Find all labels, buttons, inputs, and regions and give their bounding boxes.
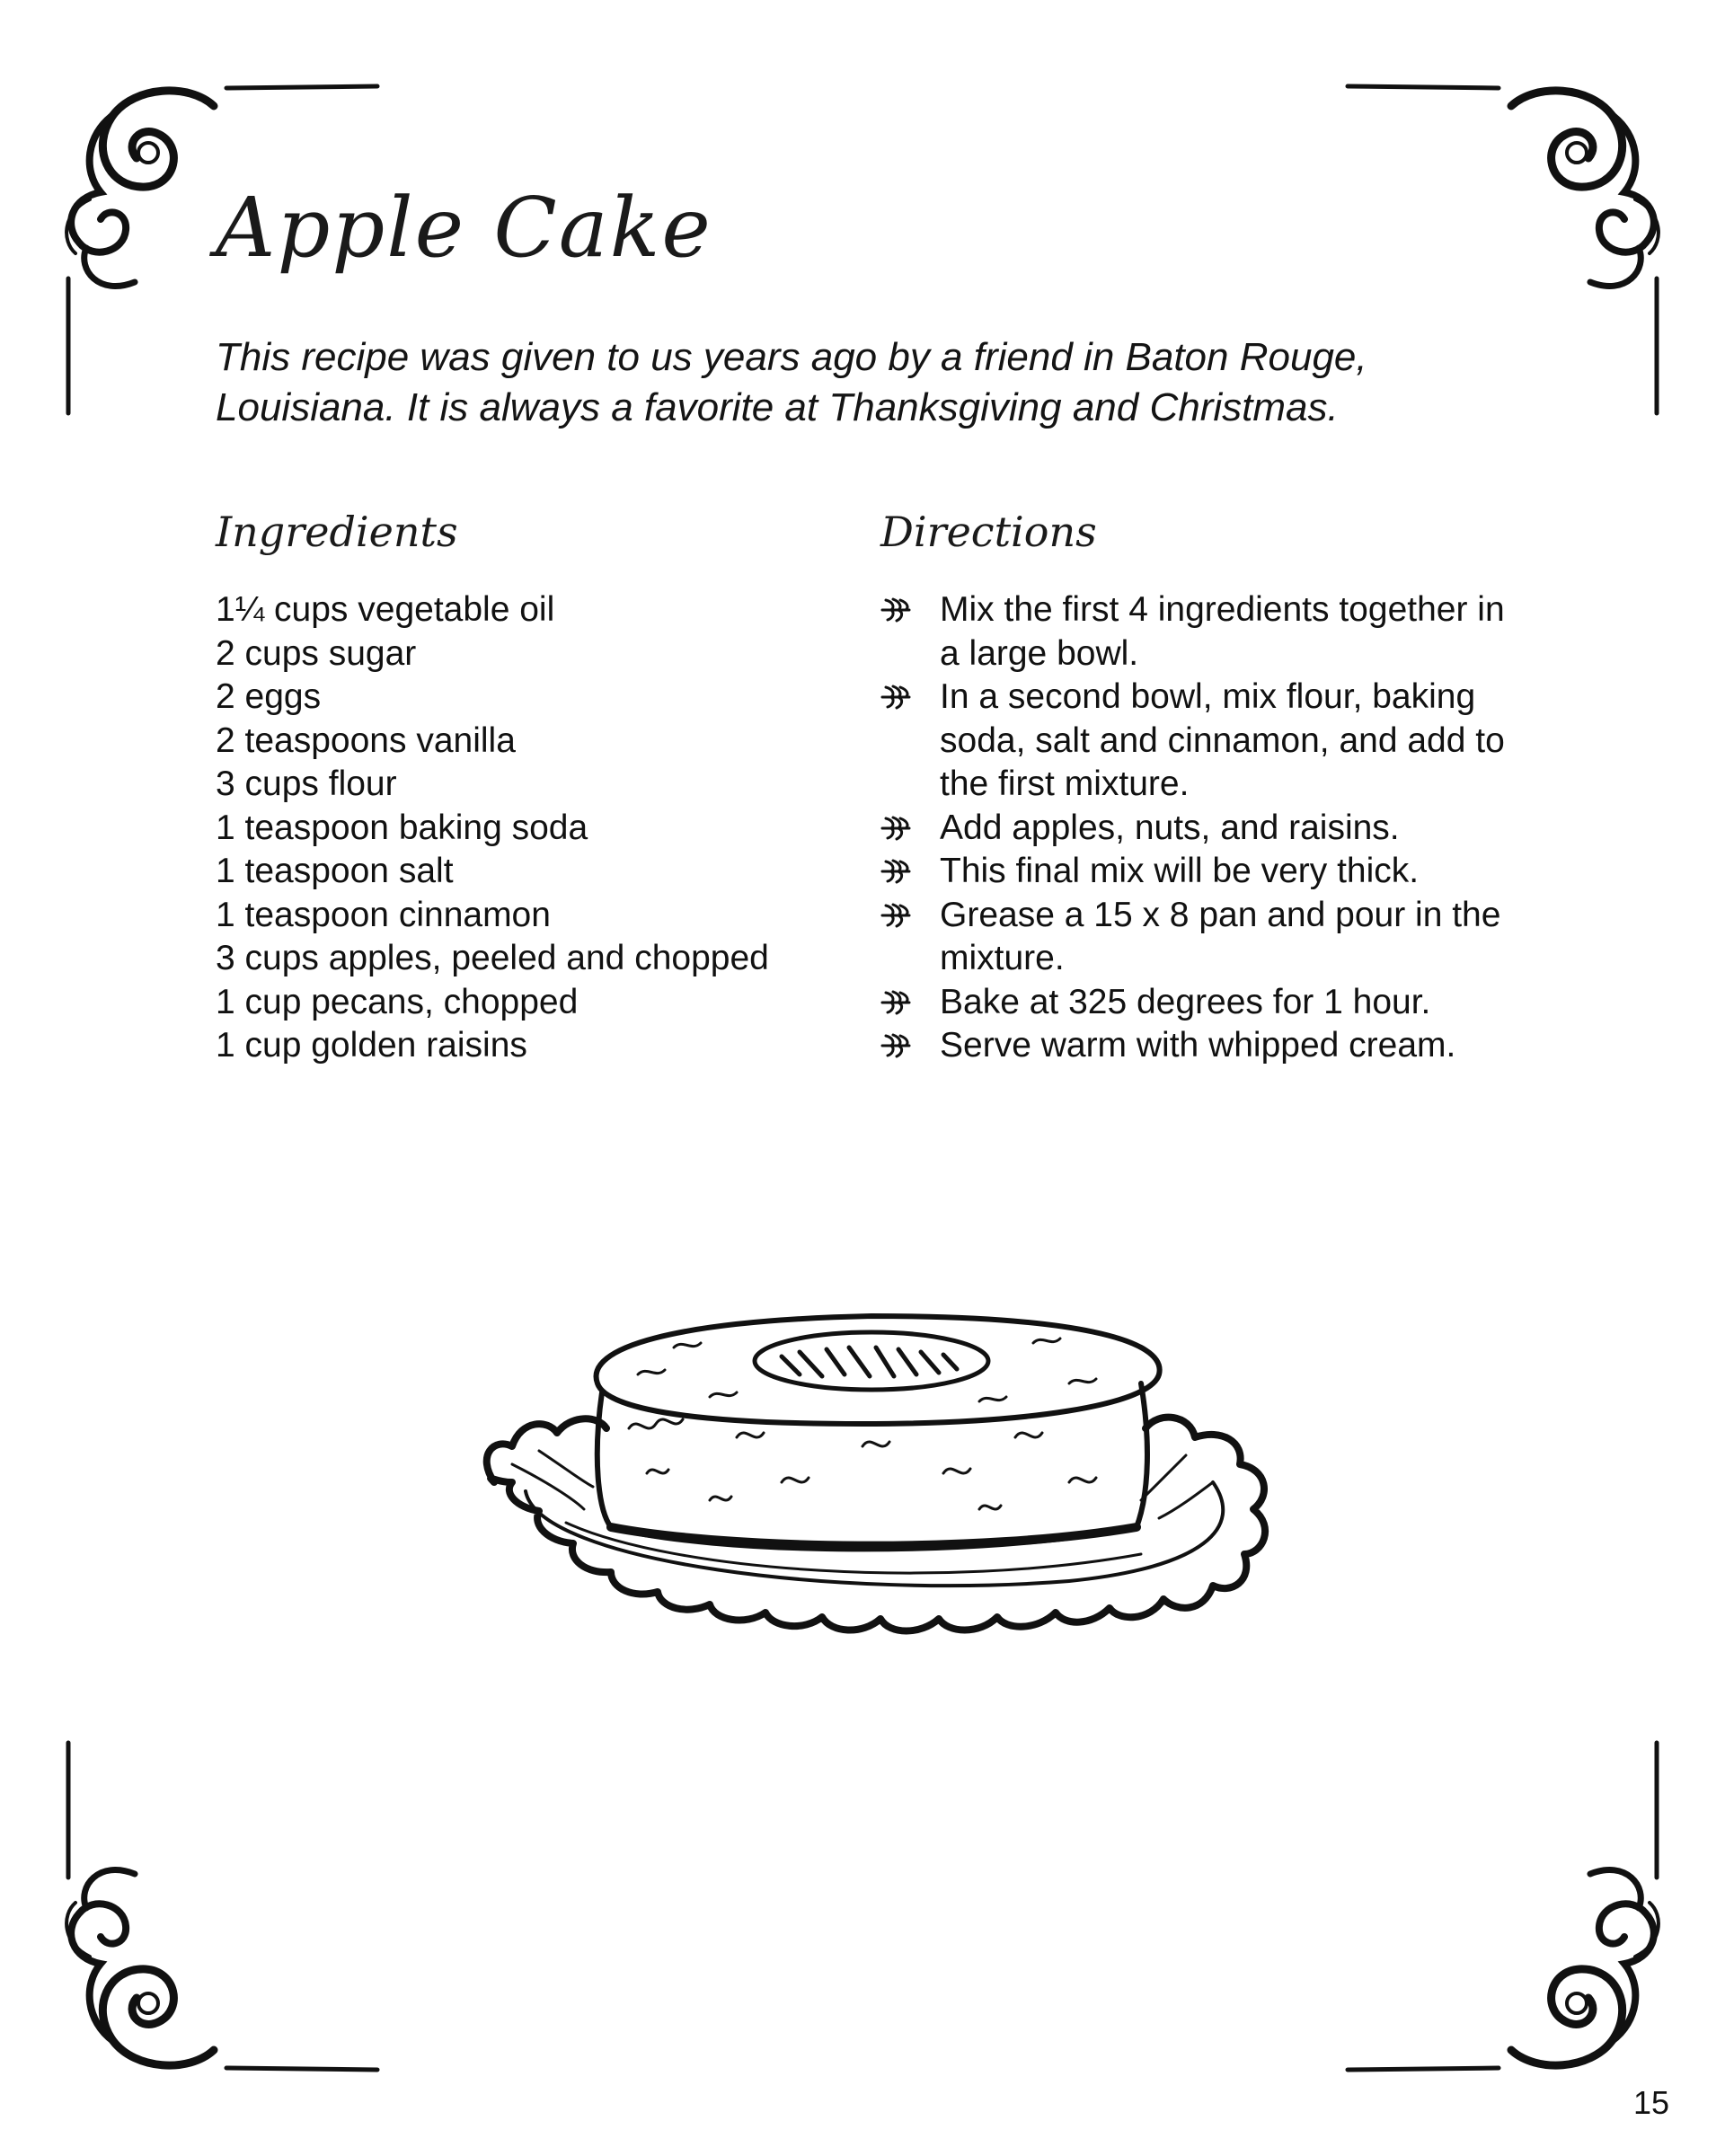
cake-illustration (440, 1303, 1312, 1734)
page-number: 15 (1632, 2084, 1669, 2121)
direction-text: This final mix will be very thick. (940, 852, 1420, 890)
directions-heading: Directions (880, 508, 1097, 556)
ingredients-list (216, 588, 769, 1068)
directions-list (880, 588, 1527, 1068)
swirl-corner-icon (0, 1743, 359, 2156)
leaf-bullet-icon (880, 596, 913, 623)
direction-text: Mix the first 4 ingredients together in a large bowl. (940, 590, 1505, 673)
direction-step (880, 981, 1527, 1025)
leaf-bullet-icon (880, 858, 913, 885)
ingredient-item: 1 cup golden raisins (216, 1026, 527, 1065)
recipe-intro: This recipe was given to us years ago by a friend in Baton Rouge, Louisiana. It is always a favorite at Thanksgiving and Christmas. (216, 335, 1367, 429)
ingredient-item: 2 teaspoons vanilla (216, 720, 516, 760)
direction-text: Serve warm with whipped cream. (940, 1026, 1456, 1065)
direction-step (880, 676, 1527, 807)
direction-text: Bake at 325 degrees for 1 hour. (940, 982, 1431, 1021)
cake-on-plate-icon (440, 1303, 1312, 1734)
swirl-corner-icon (1366, 1743, 1725, 2156)
ingredient-item: 1¼ cups vegetable oil (216, 590, 555, 629)
direction-step (880, 1024, 1527, 1068)
ingredient-item: 2 cups sugar (216, 633, 417, 673)
ingredient-item: 3 cups flour (216, 764, 397, 803)
leaf-bullet-icon (880, 684, 913, 711)
ingredient-item: 1 cup pecans, chopped (216, 982, 579, 1021)
direction-step (880, 850, 1527, 894)
corner-ornament-bottom-left (0, 1743, 359, 2156)
direction-step (880, 588, 1527, 676)
direction-step (880, 894, 1527, 981)
direction-step (880, 807, 1527, 851)
recipe-title: Apple Cake (216, 180, 712, 276)
direction-text: In a second bowl, mix flour, baking soda, salt and cinnamon, and add to the first mixture. (940, 677, 1505, 803)
corner-ornament-bottom-right (1366, 1743, 1725, 2156)
leaf-bullet-icon (880, 1032, 913, 1059)
ingredients-heading: Ingredients (216, 508, 458, 556)
leaf-bullet-icon (880, 902, 913, 929)
direction-text: Add apples, nuts, and raisins. (940, 808, 1400, 847)
ingredient-item: 3 cups apples, peeled and chopped (216, 939, 769, 977)
direction-text: Grease a 15 x 8 pan and pour in the mixture. (940, 895, 1501, 977)
ingredient-item: 1 teaspoon salt (216, 852, 454, 890)
leaf-bullet-icon (880, 989, 913, 1016)
ingredient-item: 1 teaspoon baking soda (216, 808, 588, 847)
ingredient-item: 2 eggs (216, 677, 322, 716)
leaf-bullet-icon (880, 815, 913, 842)
ingredient-item: 1 teaspoon cinnamon (216, 895, 551, 934)
